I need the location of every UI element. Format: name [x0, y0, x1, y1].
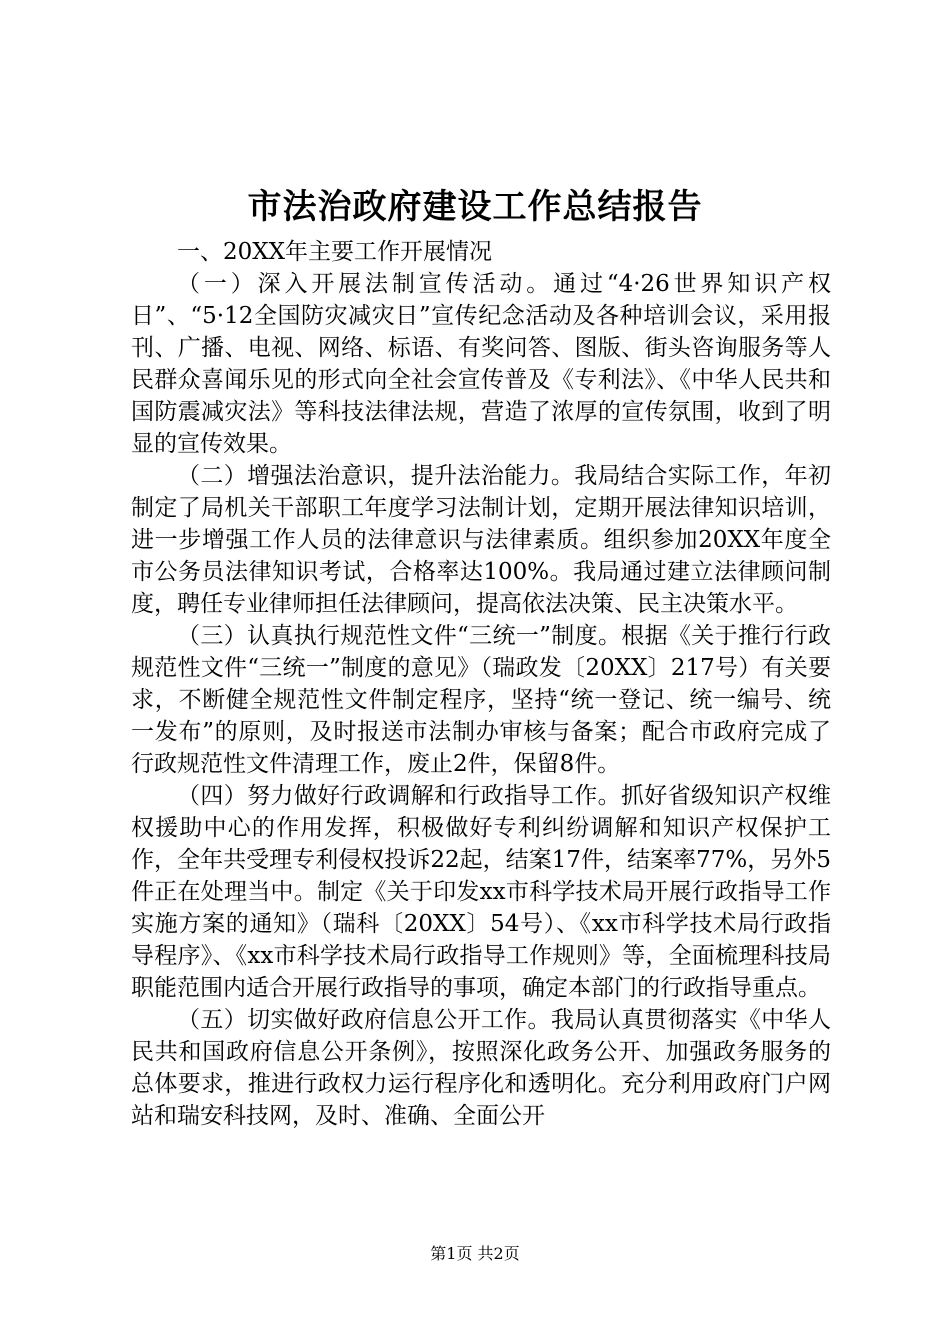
paragraph-3: （三）认真执行规范性文件“三统一”制度。根据《关于推行行政规范性文件“三统一”制度的意见》（瑞政发〔20XX〕217号）有关要求，不断健全规范性文件制定程序，坚持“统一登记、统一编号、统一发布”的原则，及时报送市法制办审核与备案；配合市政府完成了行政规范性文件清理工作，废止2件，保留8件。 — [131, 623, 831, 777]
document-body — [131, 236, 831, 1132]
section-heading: 一、20XX年主要工作开展情况 — [177, 239, 493, 265]
paragraph-5: （五）切实做好政府信息公开工作。我局认真贯彻落实《中华人民共和国政府信息公开条例》，按照深化政务公开、加强政务服务的总体要求，推进行政权力运行程序化和透明化。充分利用政府门户网站和瑞安科技网，及时、准确、全面公开 — [131, 1007, 831, 1129]
paragraph-1: （一）深入开展法制宣传活动。通过“4·26世界知识产权日”、“5·12全国防灾减灾日”宣传纪念活动及各种培训会议，采用报刊、广播、电视、网络、标语、有奖问答、图版、街头咨询服务等人民群众喜闻乐见的形式向全社会宣传普及《专利法》、《中华人民共和国防震减灾法》等科技法律法规，营造了浓厚的宣传氛围，收到了明显的宣传效果。 — [131, 271, 831, 457]
paragraph-2: （二）增强法治意识，提升法治能力。我局结合实际工作，年初制定了局机关干部职工年度学习法制计划，定期开展法律知识培训，进一步增强工作人员的法律意识与法律素质。组织参加20XX年度全市公务员法律知识考试，合格率达100%。我局通过建立法律顾问制度，聘任专业律师担任法律顾问，提高依法决策、民主决策水平。 — [131, 463, 831, 617]
document-title: 市法治政府建设工作总结报告 — [247, 187, 703, 227]
paragraph-4: （四）努力做好行政调解和行政指导工作。抓好省级知识产权维权援助中心的作用发挥，积极做好专利纠纷调解和知识产权保护工作，全年共受理专利侵权投诉22起，结案17件，结案率77%，另外5件正在处理当中。制定《关于印发xx市科学技术局开展行政指导工作实施方案的通知》（瑞科〔20XX〕54号）、《xx市科学技术局行政指导程序》、《xx市科学技术局行政指导工作规则》等，全面梳理科技局职能范围内适合开展行政指导的事项，确定本部门的行政指导重点。 — [131, 783, 831, 1001]
page-footer: 第1页 共2页 — [430, 1244, 520, 1263]
